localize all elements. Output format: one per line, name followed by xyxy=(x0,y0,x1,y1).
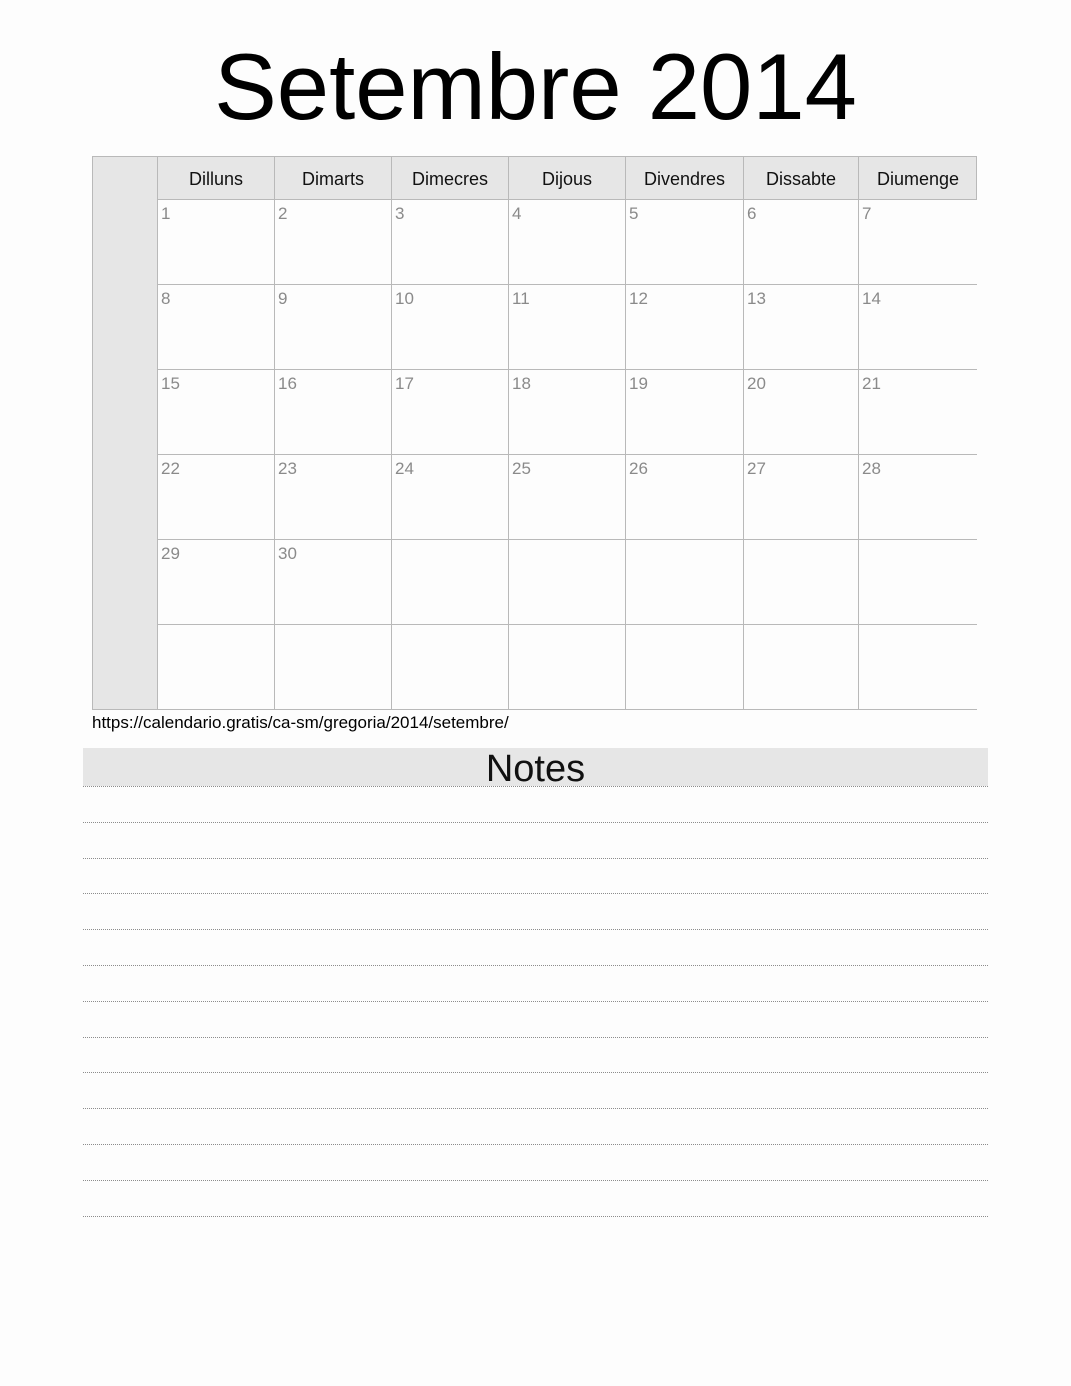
day-cell xyxy=(158,370,275,455)
day-cell xyxy=(859,370,977,455)
day-number: 15 xyxy=(161,374,180,393)
day-number: 18 xyxy=(512,374,531,393)
day-cell xyxy=(275,200,392,285)
calendar-grid xyxy=(92,156,977,710)
day-cell xyxy=(275,455,392,540)
day-number: 2 xyxy=(278,204,288,223)
page-title: Setembre 2014 xyxy=(214,34,857,139)
weekday-header: Dilluns xyxy=(158,157,275,199)
weekday-header-row xyxy=(158,157,976,200)
weekday-header: Dimarts xyxy=(275,157,392,199)
day-number: 4 xyxy=(512,204,522,223)
note-line xyxy=(83,893,988,894)
note-line xyxy=(83,858,988,859)
day-cell xyxy=(509,455,626,540)
note-line xyxy=(83,786,988,787)
day-number: 21 xyxy=(862,374,881,393)
day-cell xyxy=(158,625,275,709)
day-cell xyxy=(158,540,275,625)
day-number: 12 xyxy=(629,289,648,308)
day-number: 19 xyxy=(629,374,648,393)
day-cell xyxy=(275,540,392,625)
day-cell xyxy=(744,455,859,540)
day-cell xyxy=(158,285,275,370)
note-line xyxy=(83,1108,988,1109)
day-number: 13 xyxy=(747,289,766,308)
day-cell xyxy=(275,625,392,709)
day-cell xyxy=(392,200,509,285)
day-cell xyxy=(509,200,626,285)
day-number: 26 xyxy=(629,459,648,478)
day-cell xyxy=(626,455,744,540)
day-cell xyxy=(275,370,392,455)
notes-title: Notes xyxy=(83,748,988,786)
day-number: 1 xyxy=(161,204,171,223)
note-line xyxy=(83,1072,988,1073)
day-cell xyxy=(859,455,977,540)
day-cell xyxy=(626,370,744,455)
day-cell xyxy=(392,625,509,709)
day-cell xyxy=(392,285,509,370)
day-cell xyxy=(158,200,275,285)
note-line xyxy=(83,822,988,823)
day-number: 22 xyxy=(161,459,180,478)
weekday-header: Dijous xyxy=(509,157,626,199)
day-number: 10 xyxy=(395,289,414,308)
day-cell xyxy=(744,625,859,709)
day-cell xyxy=(744,540,859,625)
day-number: 7 xyxy=(862,204,872,223)
day-number: 30 xyxy=(278,544,297,563)
day-cell xyxy=(744,370,859,455)
day-cell xyxy=(626,285,744,370)
day-number: 29 xyxy=(161,544,180,563)
note-line xyxy=(83,1216,988,1217)
day-cell xyxy=(744,200,859,285)
day-number: 6 xyxy=(747,204,757,223)
note-line xyxy=(83,929,988,930)
day-number: 9 xyxy=(278,289,288,308)
day-cell xyxy=(509,370,626,455)
day-cell xyxy=(859,285,977,370)
day-cell xyxy=(392,455,509,540)
day-cell xyxy=(859,625,977,709)
day-number: 17 xyxy=(395,374,414,393)
day-cell xyxy=(626,200,744,285)
day-cell xyxy=(509,285,626,370)
day-number: 23 xyxy=(278,459,297,478)
day-grid xyxy=(158,200,976,709)
day-number: 3 xyxy=(395,204,405,223)
source-url: https://calendario.gratis/ca-sm/gregoria/2014/setembre/ xyxy=(92,713,509,732)
day-number: 27 xyxy=(747,459,766,478)
note-line xyxy=(83,1037,988,1038)
day-cell xyxy=(859,200,977,285)
week-number-column xyxy=(93,157,158,709)
day-cell xyxy=(626,540,744,625)
day-cell xyxy=(392,540,509,625)
note-line xyxy=(83,965,988,966)
day-cell xyxy=(744,285,859,370)
note-line xyxy=(83,1180,988,1181)
day-cell xyxy=(859,540,977,625)
day-number: 28 xyxy=(862,459,881,478)
day-cell xyxy=(392,370,509,455)
day-number: 11 xyxy=(512,289,530,308)
day-number: 5 xyxy=(629,204,639,223)
day-cell xyxy=(275,285,392,370)
weekday-header: Diumenge xyxy=(876,169,960,189)
note-line xyxy=(83,1001,988,1002)
weekday-header: Dimecres xyxy=(392,157,509,199)
day-number: 20 xyxy=(747,374,766,393)
day-number: 25 xyxy=(512,459,531,478)
day-cell xyxy=(158,455,275,540)
day-number: 16 xyxy=(278,374,297,393)
note-line xyxy=(83,1144,988,1145)
day-number: 24 xyxy=(395,459,414,478)
day-cell xyxy=(509,625,626,709)
day-cell xyxy=(509,540,626,625)
day-number: 8 xyxy=(161,289,171,308)
day-cell xyxy=(626,625,744,709)
weekday-header: Divendres xyxy=(626,157,744,199)
day-number: 14 xyxy=(862,289,881,308)
weekday-header: Dissabte xyxy=(744,157,859,199)
